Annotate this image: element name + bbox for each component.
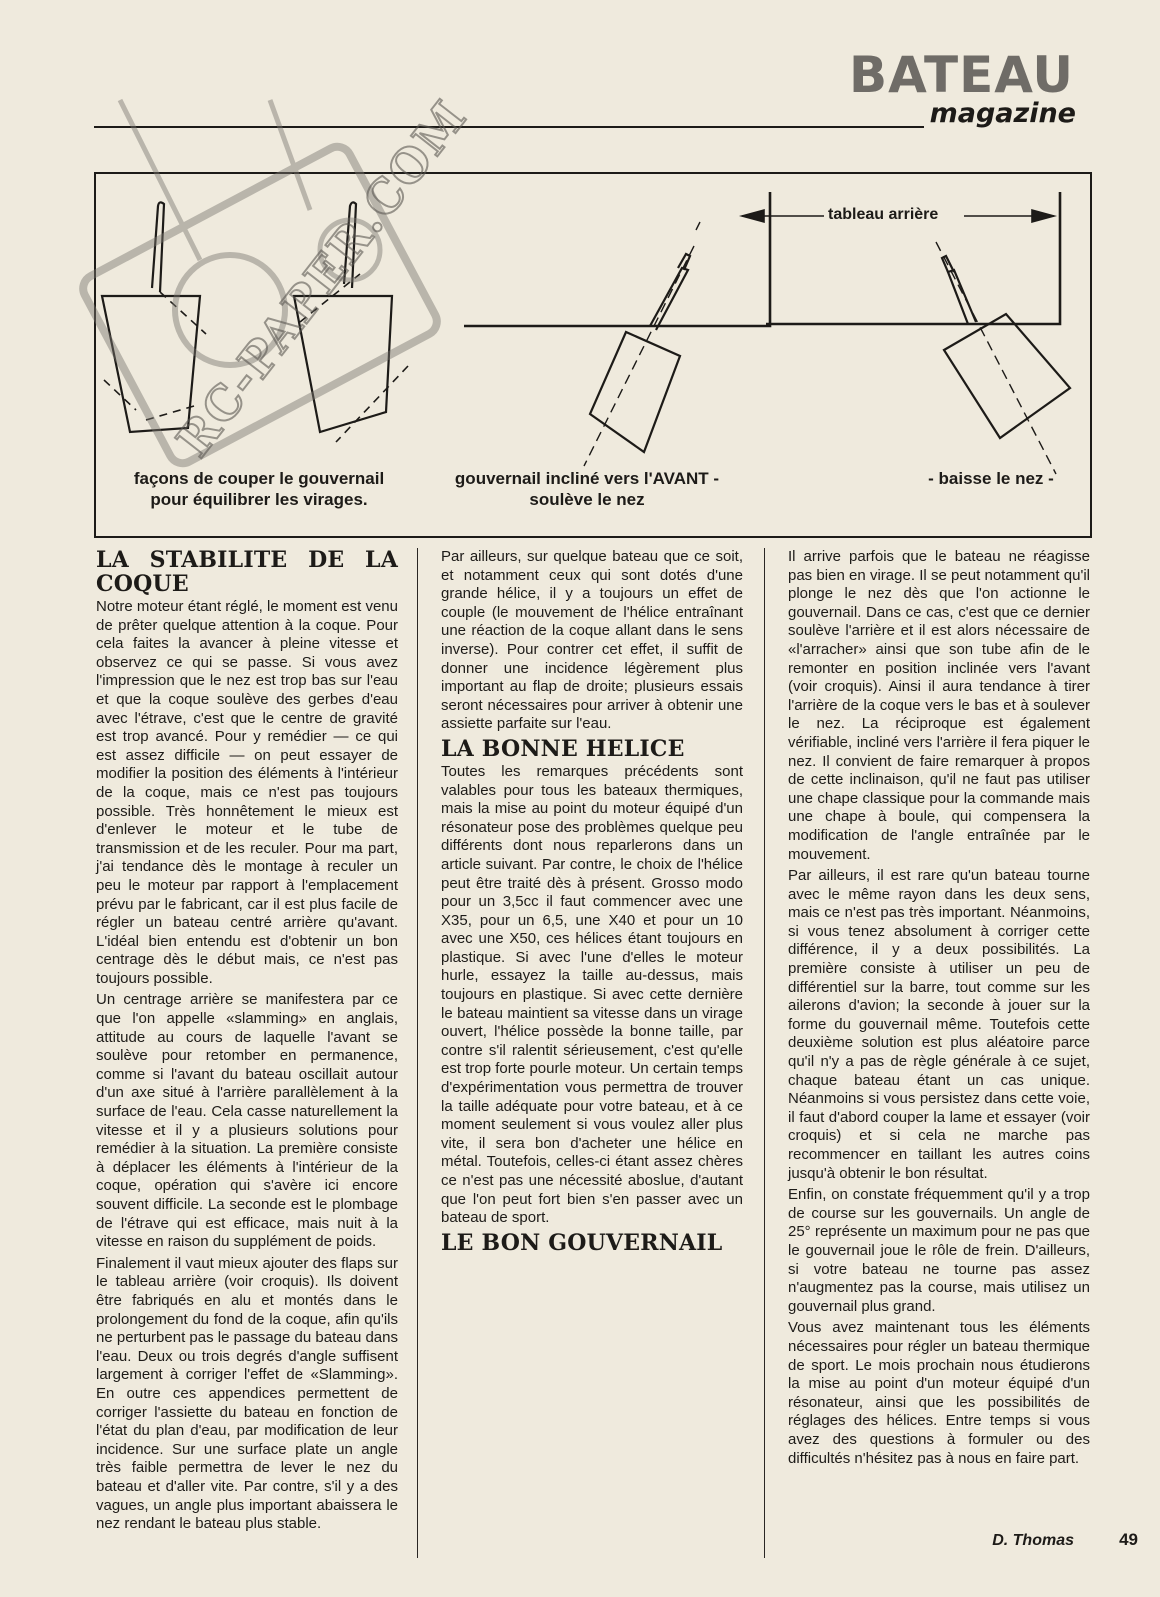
- article-column-2: [441, 548, 743, 1257]
- watermark-text: RC-PAPER.COM: [166, 89, 478, 467]
- rudder-sketch-backward: [766, 192, 1070, 474]
- article-column-1: [96, 547, 398, 1533]
- column-divider: [764, 548, 765, 1558]
- caption-right: - baisse le nez -: [928, 469, 1054, 488]
- watermark-stamp: [80, 80, 520, 500]
- section-title-stabilite: LA STABILITE DE LA COQUE: [96, 547, 398, 597]
- paragraph: Finalement il vaut mieux ajouter des flaps sur le tableau arrière (voir croquis). Ils doivent être fabriqués en alu et montés dans le prolongement du fond de la coque, afin qu'ils ne perturbent pas le passage du bateau dans l'eau. Deux ou trois degrés d'angle suffisent largement à corriger l'effet de «Slamming». En outre ces appendices permettent de corriger l'assiette du bateau en fonction de l'état du plan d'eau, par modification de leur incidence. Sur une surface plate un angle très faible permettra de lever le nez du bateau et d'aller vite. Par contre, s'il y a des vagues, un angle plus important abaissera le nez rendant le bateau plus stable.: [96, 1254, 398, 1533]
- page-number: 49: [1119, 1530, 1138, 1549]
- magazine-subtitle: magazine: [929, 98, 1076, 129]
- paragraph: Enfin, on constate fréquemment qu'il y a trop de course sur les gouvernails. Un angle de 25° représente un maximum pour ne pas que le gouvernail joue le rôle de frein. D'ailleurs, si votre bateau ne tourne pas assez n'augmentez pas la course, mais utilisez un gouvernail plus grand.: [788, 1186, 1090, 1315]
- paragraph: Il arrive parfois que le bateau ne réagisse pas bien en virage. Il se peut notamment qu'il plonge le nez dès que l'on actionne le gouvernail. Dans ce cas, c'est que ce dernier soulève l'arrière et il est alors nécessaire de «l'arracher» ainsi que son tube afin de le remonter en position inclinée vers l'avant (voir croquis). Ainsi il aura tendance à tirer l'arrière de la coque vers le bas et à soulever le nez. La réciproque est également vérifiable, incliné vers l'arrière il fera piquer le nez. Il convient de faire remarquer à propos de cette inclinaison, qu'il ne faut pas utiliser une chape classique pour la commande mais une chape à boule, qui compensera la modification de l'angle entraînée par le mouvement.: [788, 548, 1090, 863]
- tableau-arriere-label: tableau arrière: [828, 206, 939, 223]
- paragraph: Par ailleurs, sur quelque bateau que ce soit, et notamment ceux qui sont dotés d'une grande hélice, il y a toujours un effet de couple (le mouvement de l'hélice entraînant une réaction de la coque allant dans le sens inverse). Pour contrer cet effet, il suffit de donner une incidence légèrement plus important au flap de droite; plusieurs essais seront nécessaires pour arriver à obtenir une assiette parfaite sur l'eau.: [441, 548, 743, 733]
- paragraph: Vous avez maintenant tous les éléments nécessaires pour régler un bateau thermique de sport. Le mois prochain nous étudierons la mise au point d'un moteur équipé d'un résonateur, ainsi que les possibilités de réglages des hélices. Entre temps si vous avez des questions à formuler ou des difficultés n'hésitez pas à nous en faire part.: [788, 1319, 1090, 1467]
- paragraph: Toutes les remarques précédents sont valables pour tous les bateaux thermiques, mais la mise au point du moteur équipé d'un résonateur pose des problèmes quelque peu différents dont nous reparlerons dans un article suivant. Par contre, le choix de l'hélice peut être traité dès à présent. Grosso modo pour un 3,5cc il faut commencer avec une X35, pour un 6,5, une X40 et pour un 10 avec une X50, ces hélices étant toujours en plastique. Si avec l'une d'elles le moteur hurle, essayez la taille au-dessus, mais toujours en plastique. Si avec cette dernière le bateau maintient sa vitesse dans un virage ouvert, l'hélice possède la bonne taille, par contre s'il ralentit sérieusement, c'est qu'elle est trop forte pourle moteur. Un certain temps d'expérimentation vous permettra de trouver la taille adéquate pour votre bateau, et à ce moment seulement si vous voulez aller plus vite, il sera bon d'acheter une hélice en métal. Toutefois, celles-ci étant assez chères ce n'est pas une nécessité aboslue, d'autant que l'on peut fort bien s'en passer avec un bateau de sport.: [441, 762, 743, 1227]
- paragraph: Un centrage arrière se manifestera par ce que l'on appelle «slamming» en anglais, attitude au cours de laquelle l'avant se soulève pour retomber en permanence, comme si l'avant du bateau oscillait autour d'un axe situé à l'arrière parallèlement à la surface de l'eau. Cela casse naturellement la vitesse et il y a plusieurs solutions pour remédier à la situation. La première consiste à déplacer les éléments à l'intérieur de la coque, opération qui s'avère ici encore souvent difficile. La seconde est le plombage de l'étrave qui est efficace, mais nuit à la vitesse en raison du supplément de poids.: [96, 991, 398, 1251]
- magazine-brand: BATEAU: [849, 46, 1074, 104]
- caption-left-line-2: pour équilibrer les virages.: [150, 490, 368, 509]
- paragraph: Notre moteur étant réglé, le moment est venu de prêter quelque attention à la coque. Pour cela faites la avancer à pleine vitesse et observez ce qui se passe. Si vous avez l'impression que le nez est trop bas sur l'eau et que la coque soulève des gerbes d'eau avec l'étrave, c'est que le centre de gravité est trop avancé. Pour y remédier — ce qui est assez difficile — on peut essayer de modifier la position des éléments à l'intérieur de la coque, mais ce n'est pas toujours possible. Très honnêtement le mieux est d'enlever le moteur et le tube de transmission et de les reculer. Pour ma part, j'ai tendance dès le montage à reculer un peu le moteur par rapport à l'emplacement prévu par le fabricant, car il est plus facile de régler un bateau centré arrière qu'avant. L'idéal bien entendu est d'obtenir un bon centrage dès le début mais, ce n'est pas toujours possible.: [96, 598, 398, 987]
- section-title-gouvernail: LE BON GOUVERNAIL: [441, 1229, 723, 1256]
- caption-middle-line-1: gouvernail incliné vers l'AVANT -: [454, 469, 720, 488]
- author-signature: D. Thomas: [992, 1532, 1074, 1549]
- paragraph: Par ailleurs, il est rare qu'un bateau tourne avec le même rayon dans les deux sens, mais ce n'est pas très important. Néanmoins, si vous tenez absolument à corriger cette différence, il y a deux possibilités. La première consiste à utiliser un peu de différentiel sur la barre, tout comme sur les ailerons d'avion; la seconde à jouer sur la forme du gouvernail même. Toutefois cette deuxième solution est plus aléatoire parce qu'il n'y a pas de règle générale à ce sujet, chaque bateau étant un cas unique. Néanmoins si vous persistez dans cette voie, il faut d'abord couper la lame et essayer (voir croquis) et si cela ne marche pas recommencer en taillant les autres coins jusqu'à obtenir le bon résultat.: [788, 867, 1090, 1182]
- article-column-3: [788, 548, 1090, 1471]
- section-title-helice: LA BONNE HELICE: [441, 735, 685, 762]
- caption-left-line-1: façons de couper le gouvernail: [133, 469, 385, 488]
- column-divider: [417, 548, 418, 1558]
- caption-middle-line-2: soulève le nez: [529, 490, 645, 509]
